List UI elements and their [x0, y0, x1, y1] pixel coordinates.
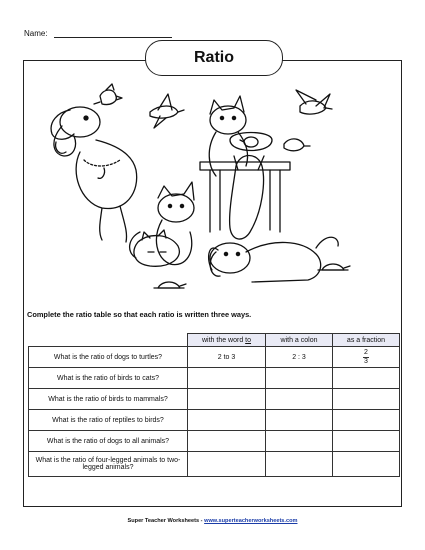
question-cell: What is the ratio of four-legged animals to two-legged animals?	[29, 452, 188, 477]
turtle-right-drawing	[318, 264, 350, 270]
header-as-fraction: as a fraction	[333, 334, 400, 347]
header-blank-cell	[29, 334, 188, 347]
dog-lying-drawing	[209, 237, 339, 282]
answer-fraction-cell[interactable]	[333, 431, 400, 452]
question-cell: What is the ratio of reptiles to birds?	[29, 410, 188, 431]
question-cell: What is the ratio of dogs to all animals?	[29, 431, 188, 452]
question-cell: What is the ratio of birds to mammals?	[29, 389, 188, 410]
table-row	[29, 347, 400, 368]
table-row	[29, 431, 400, 452]
question-cell: What is the ratio of birds to cats?	[29, 368, 188, 389]
header-word-to: to	[245, 336, 252, 344]
page-title: Ratio	[145, 40, 283, 76]
answer-word-cell[interactable]: 2 to 3	[188, 347, 266, 368]
answer-word-cell[interactable]	[188, 368, 266, 389]
answer-colon-cell[interactable]	[266, 389, 333, 410]
animals-illustration	[40, 82, 385, 302]
turtle-left-drawing	[154, 282, 186, 288]
answer-colon-cell[interactable]	[266, 431, 333, 452]
footer-brand: Super Teacher Worksheets	[127, 518, 200, 524]
answer-colon-cell[interactable]	[266, 410, 333, 431]
bird-flying-center-drawing	[150, 94, 184, 128]
bird-top-left-drawing	[94, 84, 122, 105]
footer	[0, 518, 425, 524]
aquarium-drawing	[230, 133, 272, 151]
bird-top-right-drawing	[296, 90, 332, 114]
dog-left-drawing	[51, 107, 137, 242]
question-cell: What is the ratio of dogs to turtles?	[29, 347, 188, 368]
name-label: Name:	[24, 29, 48, 38]
ratio-table	[28, 333, 400, 477]
table-row	[29, 410, 400, 431]
footer-url-link[interactable]: www.superteacherworksheets.com	[204, 518, 298, 524]
bird-right-drawing	[284, 139, 310, 151]
answer-word-cell[interactable]	[188, 389, 266, 410]
answer-colon-cell[interactable]	[266, 452, 333, 477]
answer-fraction-cell[interactable]	[333, 452, 400, 477]
instructions: Complete the ratio table so that each ratio is written three ways.	[27, 310, 252, 319]
answer-fraction-cell[interactable]	[333, 389, 400, 410]
header-with-word: with the word to	[188, 334, 266, 347]
table-header-row	[29, 334, 400, 347]
answer-colon-cell[interactable]	[266, 368, 333, 389]
cat-top-drawing	[209, 96, 247, 176]
answer-colon-cell[interactable]: 2 : 3	[266, 347, 333, 368]
name-field[interactable]	[54, 28, 172, 38]
table-row	[29, 389, 400, 410]
fraction	[363, 349, 369, 366]
header-with-colon: with a colon	[266, 334, 333, 347]
answer-word-cell[interactable]	[188, 431, 266, 452]
answer-word-cell[interactable]	[188, 452, 266, 477]
table-row	[29, 368, 400, 389]
answer-fraction-cell[interactable]	[333, 368, 400, 389]
answer-fraction-cell[interactable]	[333, 347, 400, 368]
fraction-numerator: 2	[364, 348, 368, 356]
cat-reaching-drawing	[230, 156, 264, 240]
answer-fraction-cell[interactable]	[333, 410, 400, 431]
footer-separator: -	[200, 518, 203, 524]
answer-word-cell[interactable]	[188, 410, 266, 431]
fraction-denominator: 3	[364, 357, 368, 365]
name-row	[24, 28, 172, 38]
table-row	[29, 452, 400, 477]
